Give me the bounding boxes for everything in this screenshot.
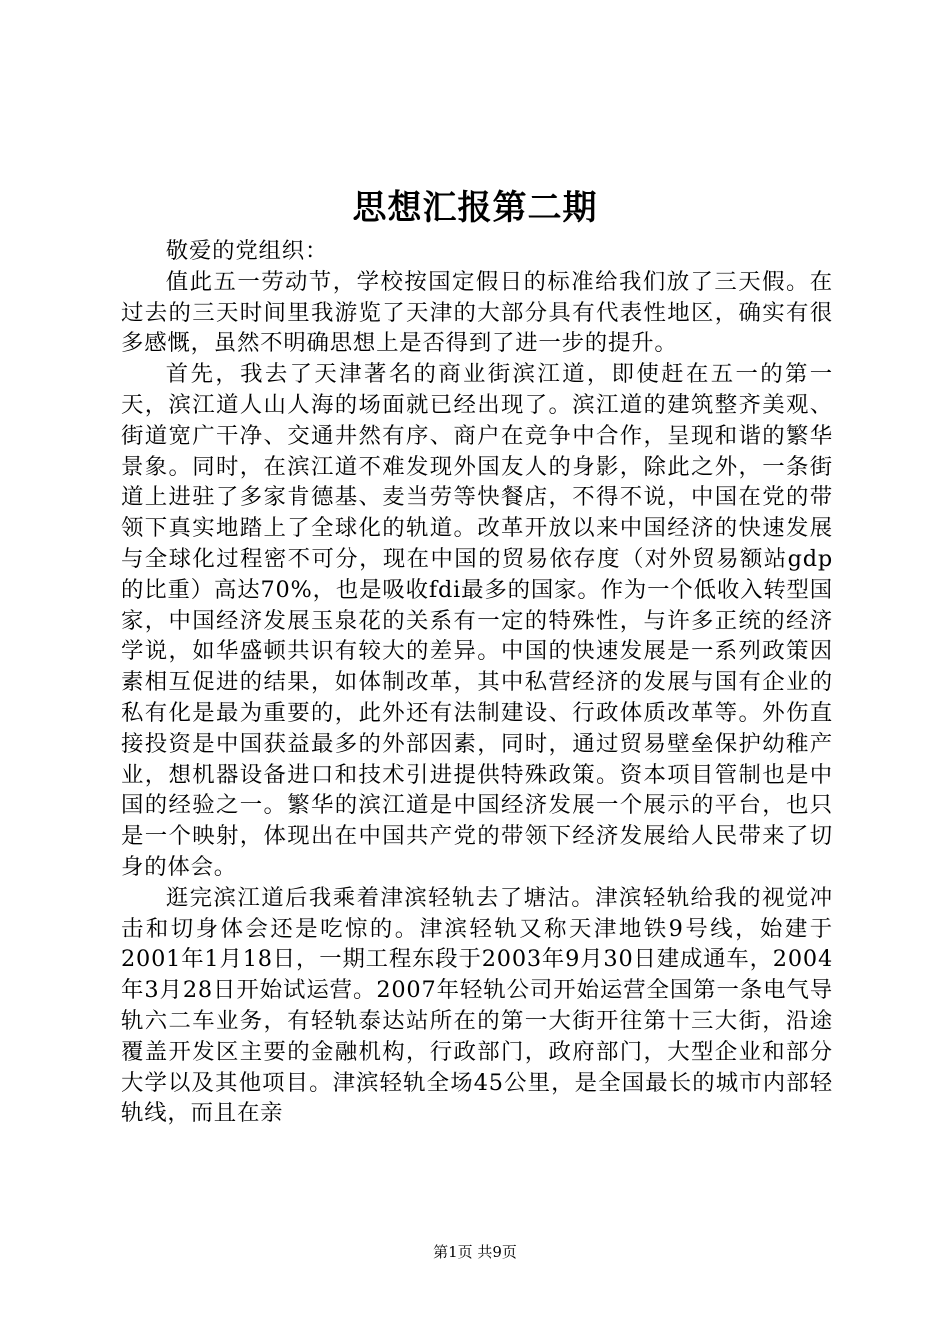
salutation: 敬爱的党组织： xyxy=(165,238,329,264)
document-title: 思想汇报第二期 xyxy=(352,188,598,228)
page-footer: 第1页 共9页 xyxy=(433,1243,517,1261)
document-body xyxy=(121,236,833,1129)
paragraph-3: 逛完滨江道后我乘着津滨轻轨去了塘沽。津滨轻轨给我的视觉冲击和切身体会还是吃惊的。津滨轻轨又称天津地铁9号线，始建于2001年1月18日，一期工程东段于2003年9月30日建成通车，2004年3月28日开始试运营。2007年轻轨公司开始运营全国第一条电气导轨六二车业务，有轻轨泰达站所在的第一大街开往第十三大街，沿途覆盖开发区主要的金融机构，行政部门，政府部门，大型企业和部分大学以及其他项目。津滨轻轨全场45公里，是全国最长的城市内部轻轨线，而且在亲 xyxy=(121,884,833,1127)
paragraph-1: 值此五一劳动节，学校按国定假日的标准给我们放了三天假。在过去的三天时间里我游览了天津的大部分具有代表性地区，确实有很多感慨，虽然不明确思想上是否得到了进一步的提升。 xyxy=(121,268,833,357)
paragraph-2: 首先，我去了天津著名的商业街滨江道，即使赶在五一的第一天，滨江道人山人海的场面就已经出现了。滨江道的建筑整齐美观、街道宽广干净、交通井然有序、商户在竞争中合作，呈现和谐的繁华景象。同时，在滨江道不难发现外国友人的身影，除此之外，一条街道上进驻了多家肯德基、麦当劳等快餐店，不得不说，中国在党的带领下真实地踏上了全球化的轨道。改革开放以来中国经济的快速发展与全球化过程密不可分，现在中国的贸易依存度（对外贸易额站gdp的比重）高达70%，也是吸收fdi最多的国家。作为一个低收入转型国家，中国经济发展玉泉花的关系有一定的特殊性，与许多正统的经济学说，如华盛顿共识有较大的差异。中国的快速发展是一系列政策因素相互促进的结果，如体制改革，其中私营经济的发展与国有企业的私有化是最为重要的，此外还有法制建设、行政体质改革等。外伤直接投资是中国获益最多的外部因素，同时，通过贸易壁垒保护幼稚产业，想机器设备进口和技术引进提供特殊政策。资本项目管制也是中国的经验之一。繁华的滨江道是中国经济发展一个展示的平台，也只是一个映射，体现出在中国共产党的带领下经济发展给人民带来了切身的体会。 xyxy=(121,361,833,880)
